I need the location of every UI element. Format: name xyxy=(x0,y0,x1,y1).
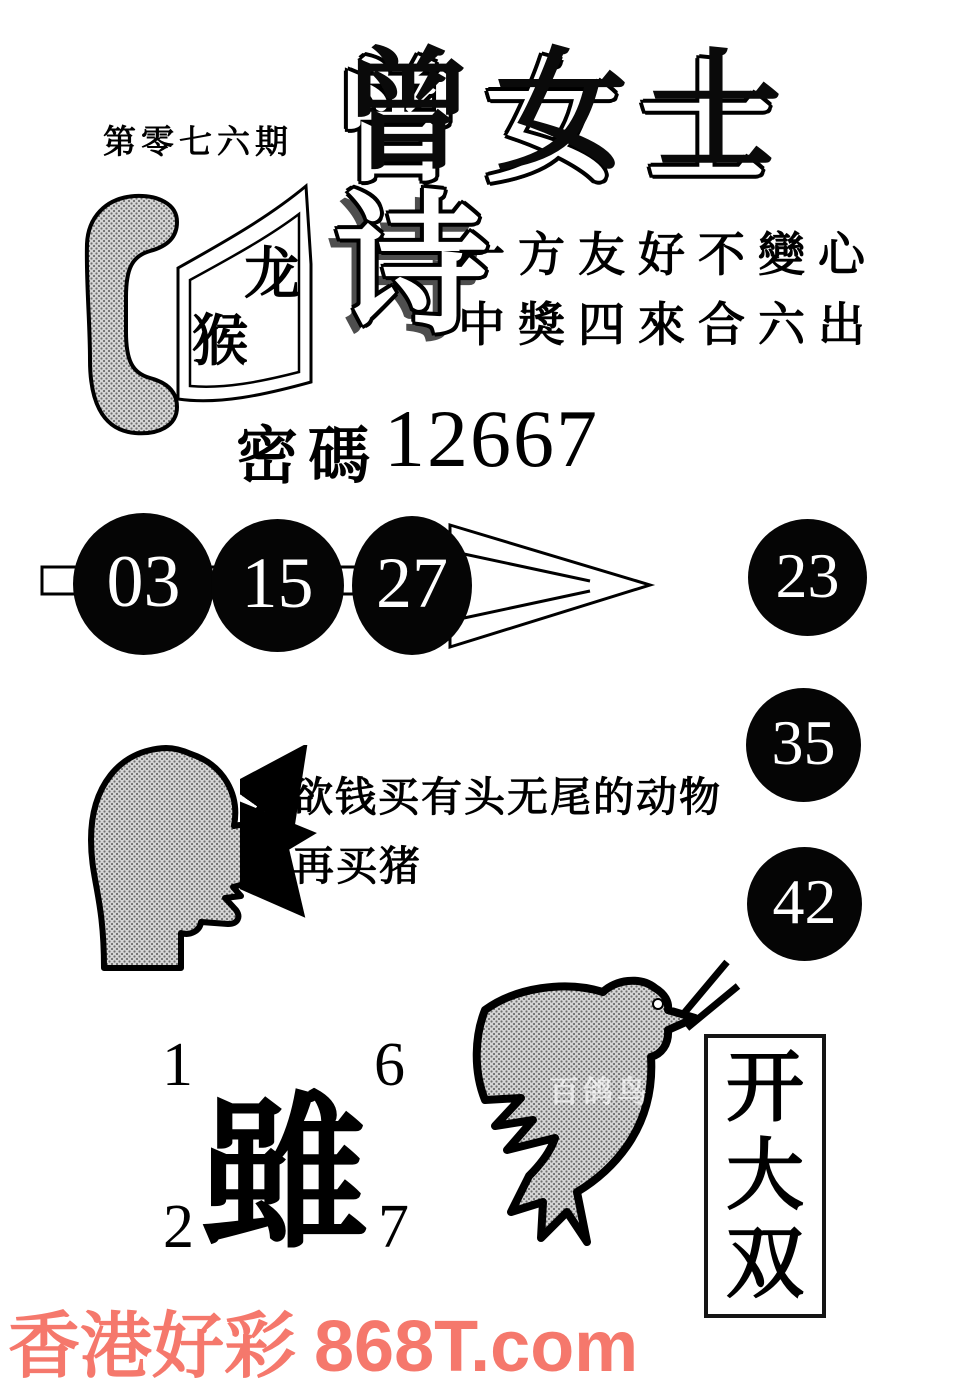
dove-eye xyxy=(653,999,663,1009)
verdict-char-2: 大 xyxy=(725,1132,804,1219)
side-number-2: 35 xyxy=(771,707,836,778)
side-number-ball-1 xyxy=(748,519,867,636)
verdict-char-3: 双 xyxy=(725,1220,804,1307)
side-number-1: 23 xyxy=(775,539,840,611)
flag-zodiac-top: 龙 xyxy=(244,244,300,306)
side-number-ball-2 xyxy=(746,688,861,802)
arrow-number-3: 27 xyxy=(376,543,448,623)
riddle-char: 雖 xyxy=(200,1083,368,1269)
dove-watermark: 百鸽鸟 xyxy=(549,1076,651,1109)
secret-code-label: 密碼 xyxy=(236,423,381,491)
poem-char-text: 诗 诗 xyxy=(336,188,488,348)
secret-code-value: 12667 xyxy=(384,393,599,484)
poem-line-2: 中獎四來合六出 xyxy=(458,300,878,352)
footer-brand: 香港好彩 xyxy=(8,1307,297,1387)
arrow-number-ball-1 xyxy=(73,513,214,655)
page-title-text: 曾女士 曾女士 xyxy=(342,40,804,185)
footer-site: 868T.com xyxy=(314,1307,639,1387)
issue-label: 第零七六期 xyxy=(103,125,293,161)
riddle-corner-top-left: 1 xyxy=(162,1031,193,1099)
clue-line-1: 欲钱买有头无尾的动物 xyxy=(292,774,722,820)
verdict-char-1: 开 xyxy=(725,1044,804,1131)
poem-line-1: 一方友好不變心 xyxy=(458,230,878,282)
arrow-number-1: 03 xyxy=(106,540,181,623)
riddle-corner-top-right: 6 xyxy=(374,1031,405,1099)
arrow-number-ball-2 xyxy=(211,519,344,652)
arrow-number-ball-3 xyxy=(352,516,472,655)
side-number-ball-3 xyxy=(747,847,862,961)
arrow-number-2: 15 xyxy=(241,543,314,623)
clue-line-2: 再买猪 xyxy=(293,843,422,889)
footer-banner xyxy=(8,1288,638,1388)
flag-zodiac-bottom: 猴 xyxy=(192,311,248,373)
verdict-box xyxy=(704,1034,826,1318)
side-number-3: 42 xyxy=(772,866,837,937)
zodiac-flag xyxy=(168,168,326,404)
riddle-corner-bottom-left: 2 xyxy=(163,1193,194,1261)
riddle-corner-bottom-right: 7 xyxy=(378,1193,409,1261)
page-title xyxy=(342,40,804,185)
